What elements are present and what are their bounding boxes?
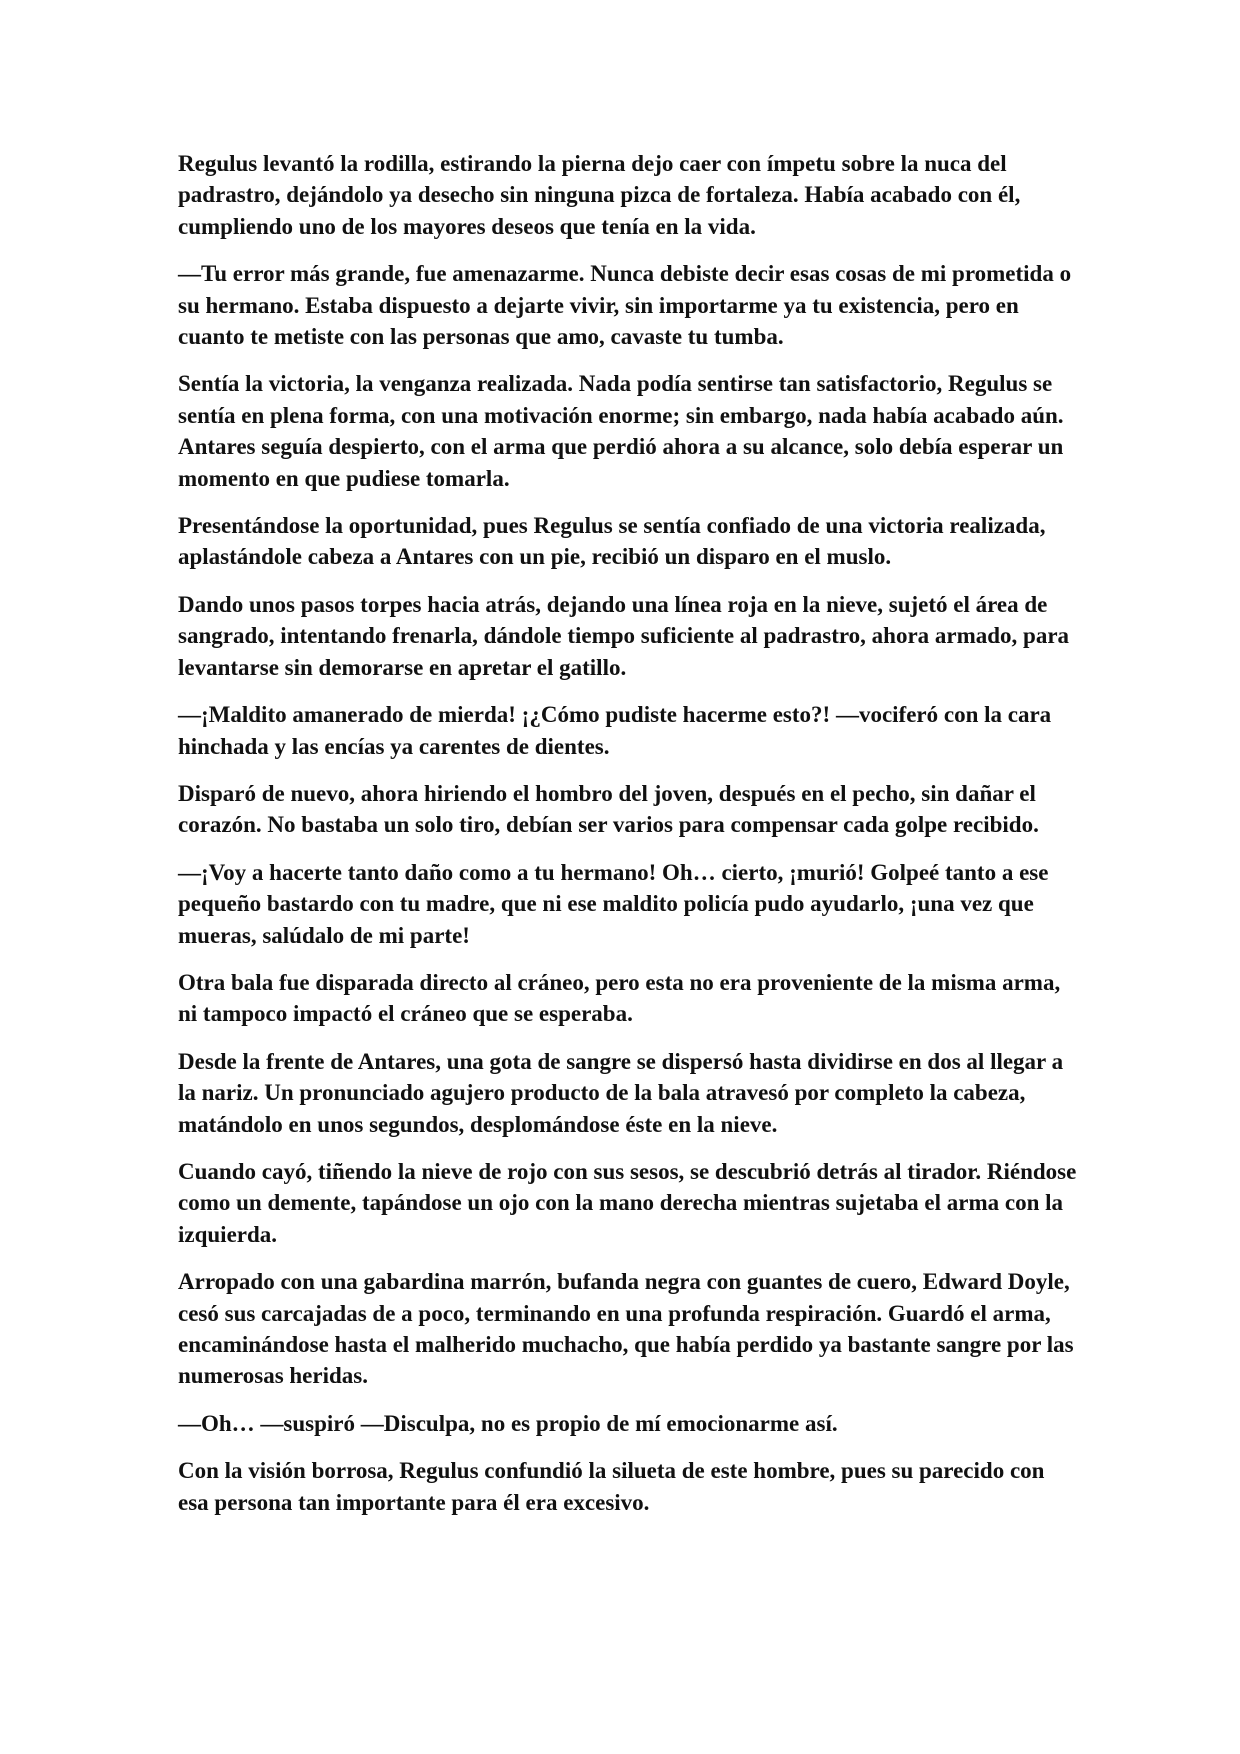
paragraph-10: Desde la frente de Antares, una gota de sangre se dispersó hasta dividirse en dos al llegar a la nariz. Un pronunciado agujero producto de la bala atravesó por completo la cabeza, matándolo en unos segundos, desplomándose éste en la nieve.	[178, 1048, 1064, 1137]
body-text	[178, 148, 1078, 1534]
paragraph-14: Con la visión borrosa, Regulus confundió la silueta de este hombre, pues su parecido con esa persona tan importante para él era excesivo.	[178, 1458, 1045, 1515]
paragraph-8: —¡Voy a hacerte tanto daño como a tu hermano! Oh… cierto, ¡murió! Golpeé tanto a ese pequeño bastardo con tu madre, que ni ese maldito policía pudo ayudarlo, ¡una vez que mueras, salúdalo de mi parte!	[178, 859, 1049, 948]
paragraph-7: Disparó de nuevo, ahora hiriendo el hombro del joven, después en el pecho, sin dañar el corazón. No bastaba un solo tiro, debían ser varios para compensar cada golpe recibido.	[178, 780, 1039, 838]
paragraph-12: Arropado con una gabardina marrón, bufanda negra con guantes de cuero, Edward Doyle, cesó sus carcajadas de a poco, terminando en una profunda respiración. Guardó el arma, encaminándose hasta el malherido muchacho, que había perdido ya bastante sangre por las numerosas heridas.	[178, 1269, 1074, 1389]
paragraph-6: —¡Maldito amanerado de mierda! ¡¿Cómo pudiste hacerme esto?! —vociferó con la cara hinchada y las encías ya carentes de dientes.	[178, 702, 1052, 759]
paragraph-1: Regulus levantó la rodilla, estirando la pierna dejo caer con ímpetu sobre la nuca del padrastro, dejándolo ya desecho sin ninguna pizca de fortaleza. Había acabado con él, cumpliendo uno de los mayores deseos que tenía en la vida.	[178, 151, 1021, 239]
paragraph-2: —Tu error más grande, fue amenazarme. Nunca debiste decir esas cosas de mi prometida o su hermano. Estaba dispuesto a dejarte vivir, sin importarme ya tu existencia, pero en cuanto te metiste con las personas que amo, cavaste tu tumba.	[178, 261, 1072, 350]
paragraph-9: Otra bala fue disparada directo al cráneo, pero esta no era proveniente de la misma arma, ni tampoco impactó el cráneo que se esperaba.	[178, 969, 1061, 1027]
paragraph-3: Sentía la victoria, la venganza realizada. Nada podía sentirse tan satisfactorio, Regulus se sentía en plena forma, con una motivación enorme; sin embargo, nada había acabado aún. Antares seguía despierto, con el arma que perdió ahora a su alcance, solo debía esperar un momento en que pudiese tomarla.	[178, 371, 1064, 491]
paragraph-5: Dando unos pasos torpes hacia atrás, dejando una línea roja en la nieve, sujetó el área de sangrado, intentando frenarla, dándole tiempo suficiente al padrastro, ahora armado, para levantarse sin demorarse en apretar el gatillo.	[178, 591, 1070, 680]
paragraph-13: —Oh… —suspiró —Disculpa, no es propio de mí emocionarme así.	[178, 1410, 838, 1436]
paragraph-4: Presentándose la oportunidad, pues Regulus se sentía confiado de una victoria realizada, aplastándole cabeza a Antares con un pie, recibió un disparo en el muslo.	[178, 513, 1046, 570]
paragraph-11: Cuando cayó, tiñendo la nieve de rojo con sus sesos, se descubrió detrás al tirador. Riéndose como un demente, tapándose un ojo con la mano derecha mientras sujetaba el arma con la izquierda.	[178, 1158, 1077, 1247]
